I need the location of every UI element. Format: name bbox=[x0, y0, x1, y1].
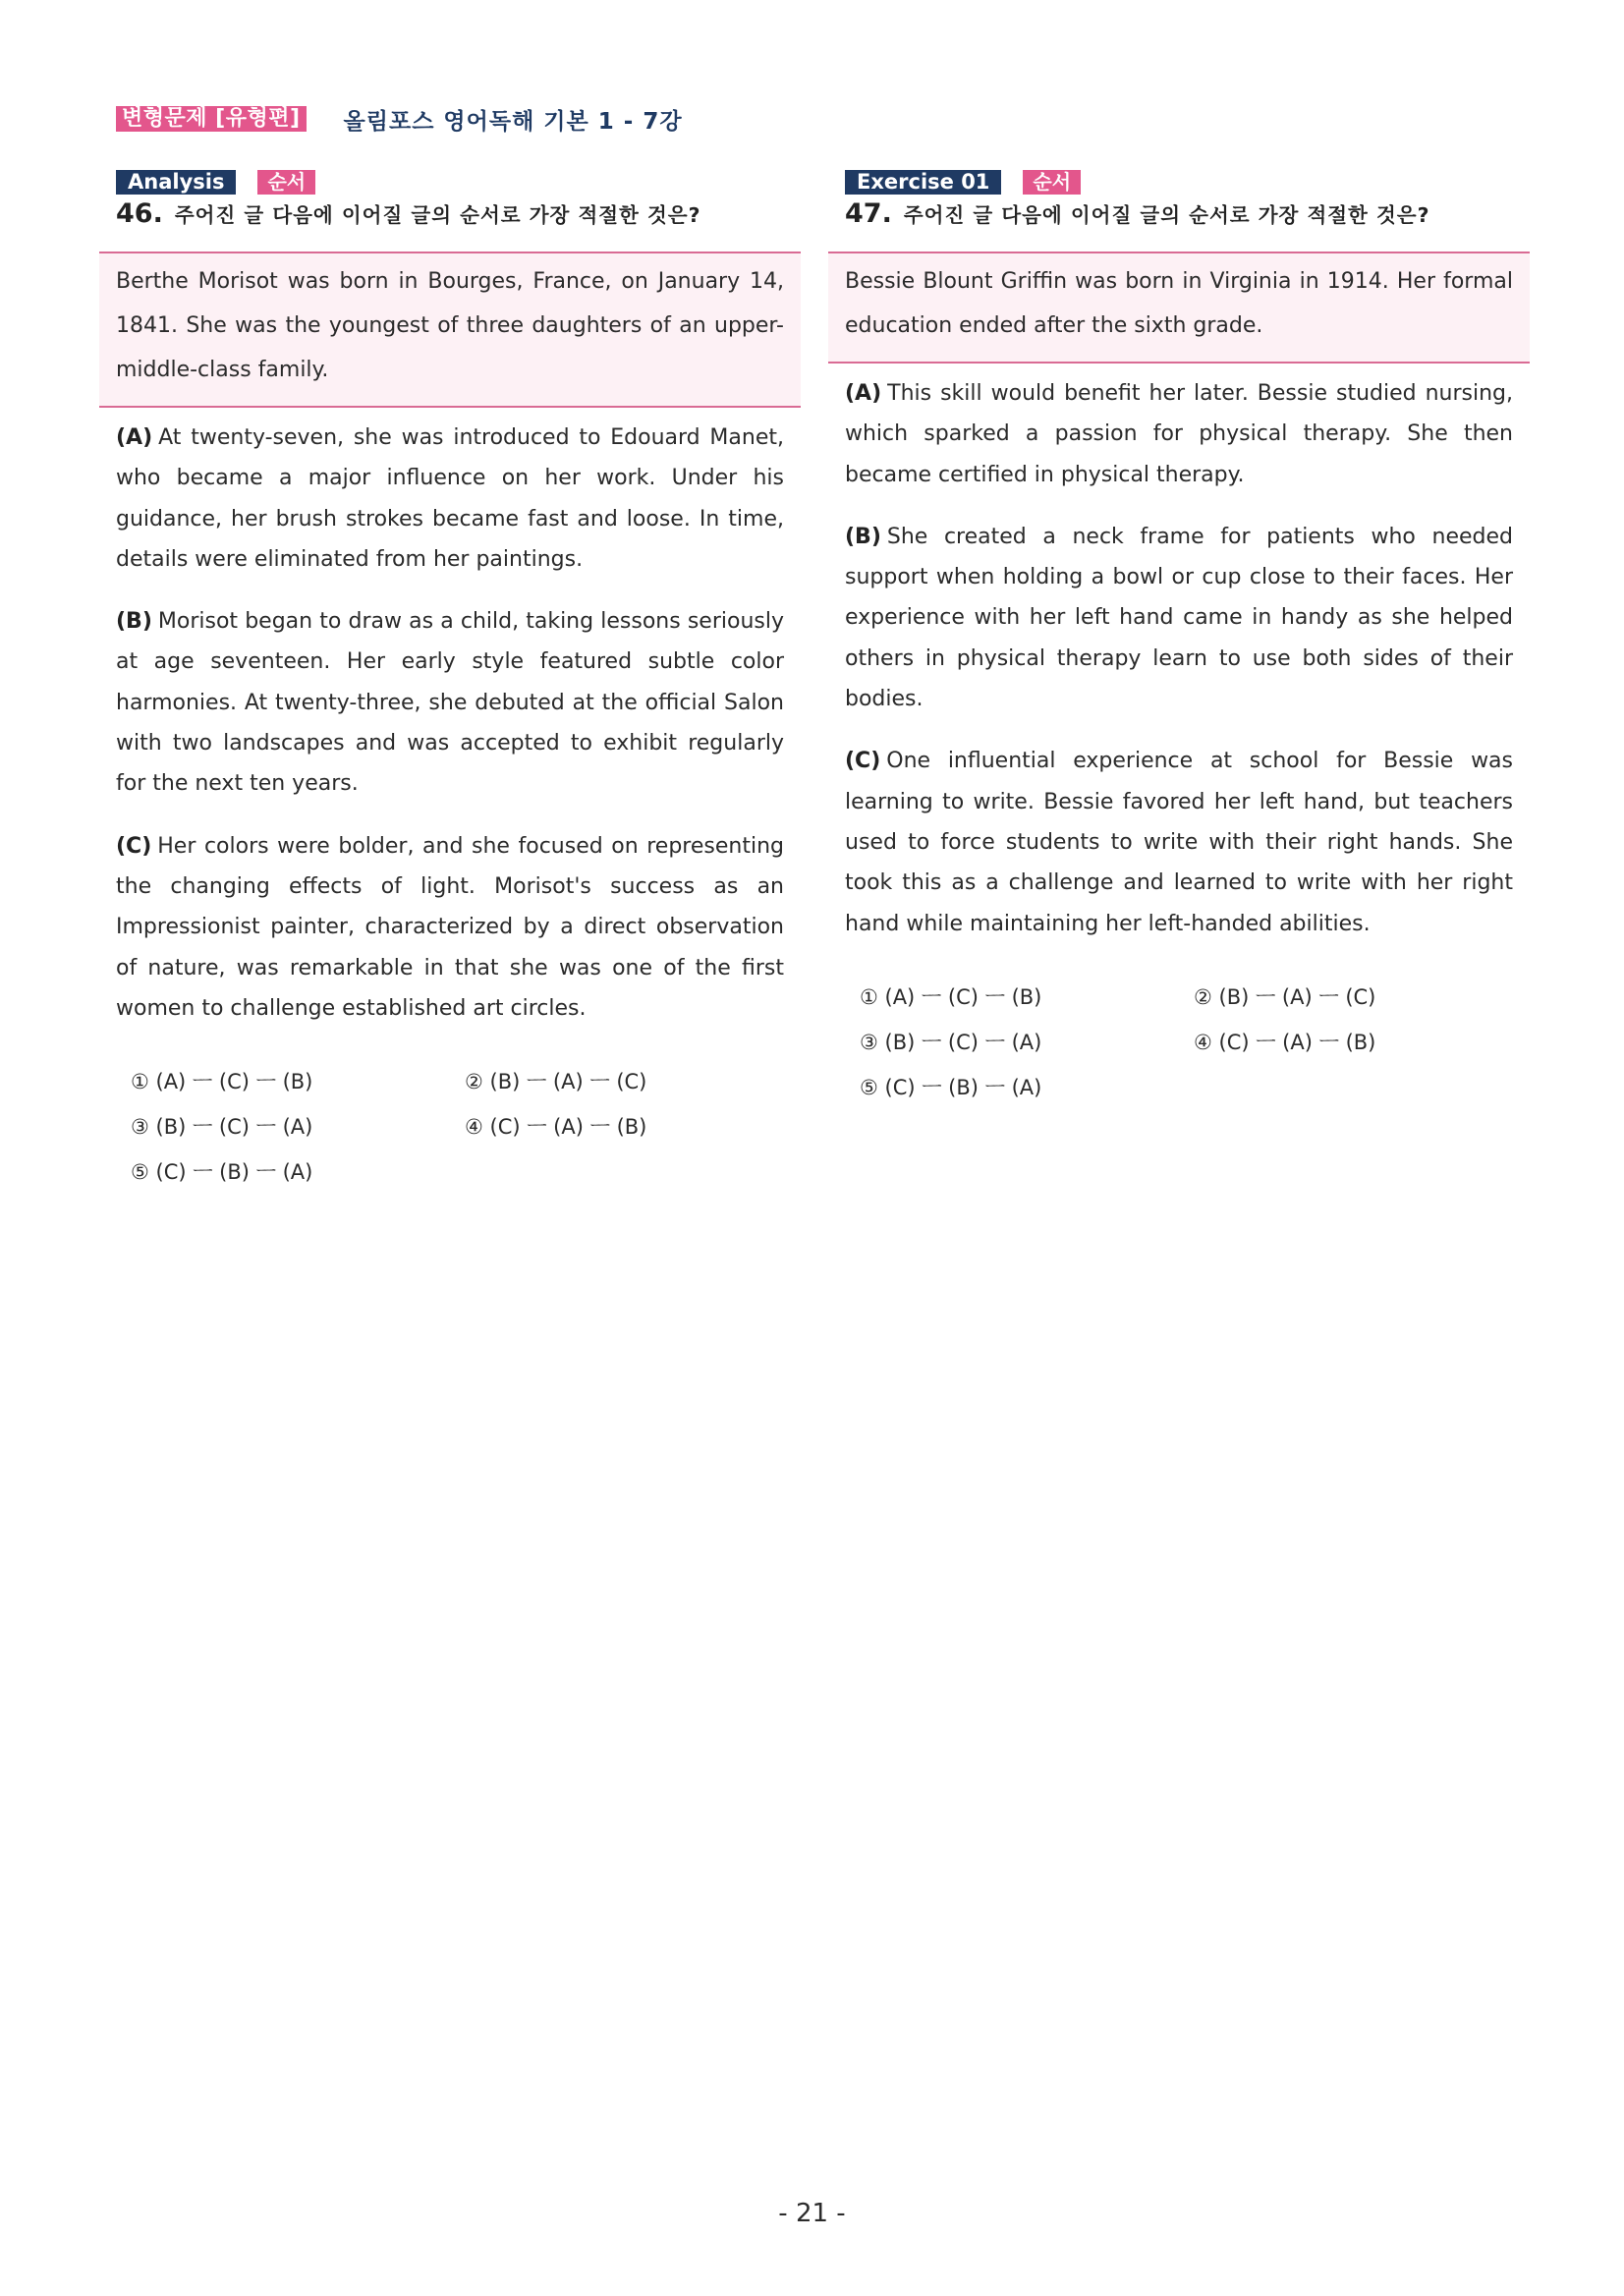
paragraph-a bbox=[828, 373, 1530, 495]
page-number: - 21 - bbox=[778, 2199, 846, 2228]
paragraph-text: She created a neck frame for patients who needed support when holding a bowl or cup close to their faces. Her experience with her left hand came in handy as she helped others in physical therapy learn to use both sides of their bodies. bbox=[845, 524, 1513, 712]
question-text: 주어진 글 다음에 이어질 글의 순서로 가장 적절한 것은? bbox=[174, 203, 701, 227]
question-stem bbox=[828, 198, 1530, 238]
paragraph-b bbox=[828, 517, 1530, 719]
page-header bbox=[116, 104, 683, 134]
question-number: 47. bbox=[845, 198, 892, 229]
analysis-tag: Analysis bbox=[116, 170, 236, 195]
section-tag: 변형문제 [유형편] bbox=[116, 106, 307, 132]
exercise-tag: Exercise 01 bbox=[845, 170, 1001, 195]
given-passage: Berthe Morisot was born in Bourges, France, on January 14, 1841. She was the youngest of three daughters of an upper-middle-class family. bbox=[116, 269, 784, 382]
question-text: 주어진 글 다음에 이어질 글의 순서로 가장 적절한 것은? bbox=[903, 203, 1430, 227]
paragraph-c bbox=[828, 741, 1530, 943]
answer-choices bbox=[99, 1062, 801, 1192]
paragraph-label: (B) bbox=[845, 524, 881, 549]
paragraph-text: Morisot began to draw as a child, taking lessons seriously at age seventeen. Her early style featured subtle color harmonies. At twenty-three, she debuted at the official Salon with two landscapes and was accepted to exhibit regularly for the next ten years. bbox=[116, 609, 784, 797]
question-stem bbox=[99, 198, 801, 238]
answer-choice-1[interactable]: ① (A) ㅡ (C) ㅡ (B) bbox=[860, 984, 1042, 1009]
paragraph-c bbox=[99, 826, 801, 1029]
given-passage-box bbox=[828, 252, 1530, 364]
given-passage: Bessie Blount Griffin was born in Virginia in 1914. Her formal education ended after the sixth grade. bbox=[845, 269, 1513, 338]
answer-choice-3[interactable]: ③ (B) ㅡ (C) ㅡ (A) bbox=[131, 1115, 313, 1140]
paragraph-text: This skill would benefit her later. Bessie studied nursing, which sparked a passion for physical therapy. She then became certified in physical therapy. bbox=[845, 381, 1513, 487]
answer-choice-3[interactable]: ③ (B) ㅡ (C) ㅡ (A) bbox=[860, 1030, 1042, 1054]
answer-choice-4[interactable]: ④ (C) ㅡ (A) ㅡ (B) bbox=[465, 1115, 647, 1140]
question-number: 46. bbox=[116, 198, 163, 229]
paragraph-label: (A) bbox=[845, 381, 882, 406]
page-title: 올림포스 영어독해 기본 1 - 7강 bbox=[343, 108, 683, 135]
question-46 bbox=[99, 169, 801, 1192]
paragraph-label: (A) bbox=[116, 425, 153, 450]
paragraph-label: (C) bbox=[845, 749, 881, 774]
paragraph-label: (B) bbox=[116, 609, 152, 635]
question-tags bbox=[99, 169, 801, 195]
paragraph-text: At twenty-seven, she was introduced to Edouard Manet, who became a major influence on her work. Under his guidance, her brush strokes became fast and loose. In time, details were eliminated from her paintings. bbox=[116, 425, 784, 572]
answer-choice-2[interactable]: ② (B) ㅡ (A) ㅡ (C) bbox=[465, 1070, 647, 1094]
answer-choice-5[interactable]: ⑤ (C) ㅡ (B) ㅡ (A) bbox=[131, 1160, 313, 1185]
paragraph-label: (C) bbox=[116, 833, 152, 859]
question-tags bbox=[828, 169, 1530, 195]
paragraph-a bbox=[99, 418, 801, 580]
answer-choice-1[interactable]: ① (A) ㅡ (C) ㅡ (B) bbox=[131, 1070, 313, 1094]
given-passage-box bbox=[99, 252, 801, 408]
question-47 bbox=[828, 169, 1530, 1107]
order-tag: 순서 bbox=[1023, 170, 1081, 195]
answer-choices bbox=[828, 978, 1530, 1107]
answer-choice-5[interactable]: ⑤ (C) ㅡ (B) ㅡ (A) bbox=[860, 1075, 1042, 1099]
paragraph-text: Her colors were bolder, and she focused on representing the changing effects of light. Morisot's success as an Impressionist painter, characterized by a direct observation of nature, was remarkable in that she was one of the first women to challenge established art circles. bbox=[116, 833, 784, 1021]
paragraph-text: One influential experience at school for Bessie was learning to write. Bessie favored her left hand, but teachers used to force students to write with their right hands. She took this as a challenge and learned to write with her right hand while maintaining her left-handed abilities. bbox=[845, 749, 1513, 936]
order-tag: 순서 bbox=[257, 170, 315, 195]
answer-choice-4[interactable]: ④ (C) ㅡ (A) ㅡ (B) bbox=[1194, 1030, 1376, 1054]
answer-choice-2[interactable]: ② (B) ㅡ (A) ㅡ (C) bbox=[1194, 984, 1376, 1009]
paragraph-b bbox=[99, 601, 801, 804]
